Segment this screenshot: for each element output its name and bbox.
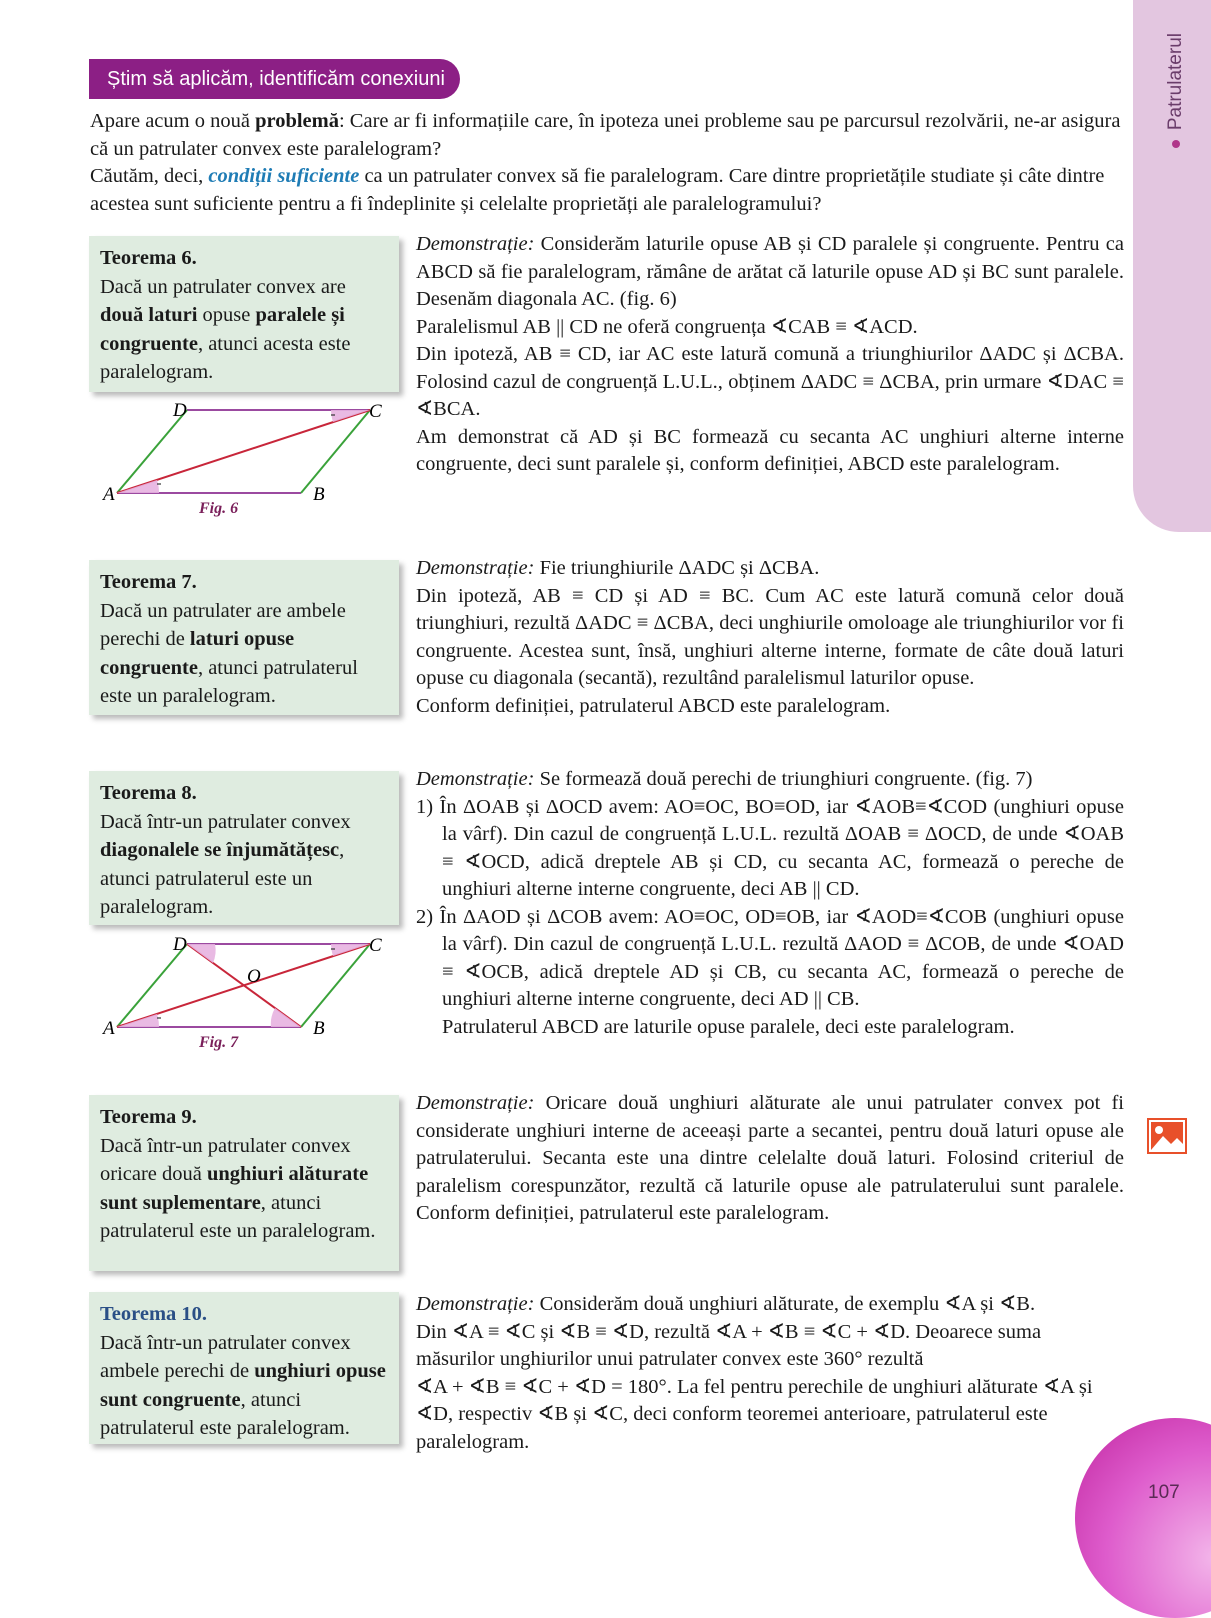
intro-paragraph-1: Apare acum o nouă problemă: Care ar fi informațiile care, în ipoteza unei probleme sau pe parcursul rezolvării, ne-ar asigura că un patrulater convex este paralelogram? [90, 110, 1121, 160]
demo-steps [416, 794, 1124, 1014]
intro-paragraph-2: Căutăm, deci, condiții suficiente ca un patrulater convex să fie paralelogram. Care dintre proprietățile studiate și câte dintre acestea sunt suficiente pentru a fi îndeplinite și celelalte proprietăți ale paralelogramului? [90, 165, 1105, 215]
theorem-title: Teorema 6. [100, 247, 197, 269]
demo-paragraph: Din ipoteză, AB ≡ CD, iar AC este latură comună a triunghiurilor ΔADC și ΔCBA. Folosind cazul de congruență L.U.L., obținem ΔADC ≡ ΔCBA, prin urmare ∢DAC ≡ ∢BCA. [416, 343, 1124, 420]
demo-10 [416, 1291, 1124, 1456]
theorem-title: Teorema 8. [100, 782, 197, 804]
demo-paragraph: Din ipoteză, AB ≡ CD și AD ≡ BC. Cum AC este latură comună celor două triunghiuri, rezultă ΔADC ≡ ΔCBA, deci unghiurile omoloage ale triunghiurilor vor fi congruente. Acestea sunt, însă, unghiuri alterne interne, formate de câte două laturi opuse cu diagonala (secantă), rezultând paralelismul laturilor opuse. [416, 584, 1124, 689]
theorem-title: Teorema 10. [100, 1303, 208, 1325]
demo-paragraph: Conform definiției, patrulaterul ABCD este paralelogram. [416, 694, 891, 717]
vertex-label-D: D [173, 934, 187, 955]
page-number: 107 [1148, 1482, 1180, 1503]
vertex-label-C: C [369, 401, 382, 422]
demo-paragraph: Demonstrație: Considerăm laturile opuse AB și CD paralele și congruente. Pentru ca ABCD să fie paralelogram, rămâne de arătat că laturile opuse AD și BC sunt paralele. Desenăm diagonala AC. (fig. 6) [416, 233, 1124, 310]
theorem-statement: Dacă într-un patrulater convex ambele perechi de unghiuri opuse sunt congruente, atunci patrulaterul este paralelogram. [100, 1331, 386, 1439]
theorem-6-box [89, 236, 399, 392]
figure-6 [95, 396, 395, 522]
vertex-label-C: C [369, 935, 382, 956]
demo-9 [416, 1090, 1124, 1228]
demo-paragraph: Demonstrație: Oricare două unghiuri alăturate ale unui patrulater convex pot fi considerate unghiuri interne de aceeași parte a secantei, pentru două laturi opuse ale patrulaterului. Secanta este una dintre celelalte două laturi. Folosind criteriul de paralelism corespunzător, rezultă că laturile opuse ale patrulaterului sunt paralele. Conform definiției, patrulaterul este paralelogram. [416, 1092, 1124, 1224]
vertex-label-D: D [173, 400, 187, 421]
figure-caption: Fig. 7 [199, 1034, 239, 1051]
vertex-label-A: A [103, 484, 115, 505]
demo-conclusion: Patrulaterul ABCD are laturile opuse paralele, deci este paralelogram. [442, 1015, 1015, 1038]
theorem-title: Teorema 9. [100, 1106, 197, 1128]
demo-paragraph: Din ∢A ≡ ∢C și ∢B ≡ ∢D, rezultă ∢A + ∢B ≡ ∢C + ∢D. Deoarece suma măsurilor unghiurilor unui patrulater convex este 360° rezultă [416, 1320, 1042, 1370]
demo-paragraph: Demonstrație: Se formează două perechi de triunghiuri congruente. (fig. 7) [416, 768, 1033, 790]
center-label-O: O [247, 966, 261, 987]
figure-7 [95, 930, 395, 1056]
vertex-label-B: B [313, 484, 325, 505]
bullet-dot-icon [1172, 140, 1180, 148]
section-header: Știm să aplicăm, identificăm conexiuni [89, 59, 460, 99]
vertex-label-B: B [313, 1018, 325, 1039]
list-item: 1) În ΔOAB și ΔOCD avem: AO≡OC, BO≡OD, iar ∢AOB≡∢COD (unghiuri opuse la vârf). Din cazul de congruență L.U.L. rezultă ΔOAB ≡ ΔOCD, de unde ∢OAB ≡ ∢OCD, adică dreptele AB și CD, cu secanta AC, formează o pereche de unghiuri alterne interne congruente, deci AB || CD. [416, 795, 1124, 900]
vertex-label-A: A [103, 1018, 115, 1039]
demo-paragraph: Demonstrație: Considerăm două unghiuri alăturate, de exemplu ∢A și ∢B. [416, 1293, 1036, 1315]
theorem-statement: Dacă într-un patrulater convex diagonalele se înjumătățesc, atunci patrulaterul este un paralelogram. [100, 810, 351, 918]
theorem-title: Teorema 7. [100, 571, 197, 593]
theorem-statement: Dacă un patrulater convex are două laturi opuse paralele și congruente, atunci acesta este paralelogram. [100, 275, 351, 383]
theorem-8-box [89, 771, 399, 925]
demo-paragraph: Demonstrație: Fie triunghiurile ΔADC și ΔCBA. [416, 557, 820, 579]
demo-7 [416, 555, 1124, 720]
demo-6 [416, 231, 1124, 479]
theorem-7-box [89, 560, 399, 715]
demo-paragraph: Paralelismul AB || CD ne oferă congruența ∢CAB ≡ ∢ACD. [416, 315, 918, 338]
chapter-name: Patrulaterul [1165, 33, 1186, 131]
theorem-9-box [89, 1095, 399, 1271]
demo-8 [416, 766, 1124, 1041]
list-item: 2) În ΔAOD și ΔCOB avem: AO≡OC, OD≡OB, iar ∢AOD≡∢COB (unghiuri opuse la vârf). Din cazul de congruență L.U.L. rezultă ΔAOD ≡ ΔCOB, de unde ∢OAD ≡ ∢OCB, adică dreptele AD și CB, cu secanta AC, formează o pereche de unghiuri alterne interne congruente, deci AD || CB. [416, 905, 1124, 1010]
picture-icon[interactable] [1147, 1118, 1187, 1154]
demo-paragraph: ∢A + ∢B ≡ ∢C + ∢D = 180°. La fel pentru perechile de unghiuri alăturate ∢A și ∢D, respectiv ∢B și ∢C, deci conform teoremei anterioare, patrulaterul este paralelogram. [416, 1375, 1093, 1453]
demo-paragraph: Am demonstrat că AD și BC formează cu secanta AC unghiuri alterne interne congruente, deci sunt paralele și, conform definiției, ABCD este paralelogram. [416, 425, 1124, 475]
theorem-10-box [89, 1292, 399, 1444]
figure-caption: Fig. 6 [199, 500, 239, 517]
theorem-statement: Dacă într-un patrulater convex oricare două unghiuri alăturate sunt suplementare, atunci patrulaterul este un paralelogram. [100, 1134, 376, 1242]
theorem-statement: Dacă un patrulater are ambele perechi de laturi opuse congruente, atunci patrulaterul este un paralelogram. [100, 599, 358, 707]
intro-text [90, 108, 1130, 218]
